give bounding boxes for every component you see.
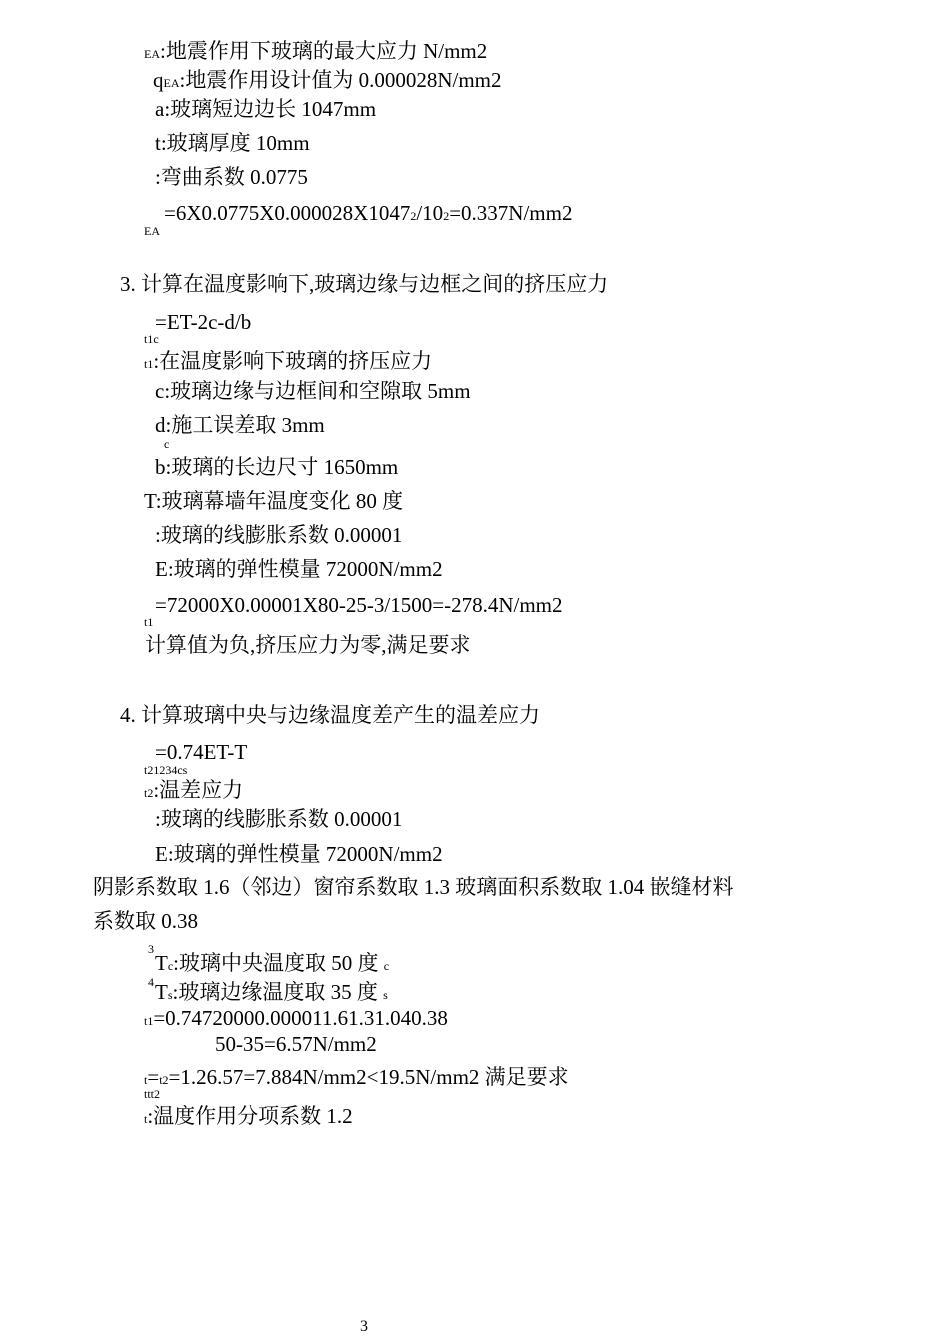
formula-subscript: ttt2 [144,1087,161,1101]
subscript: EA [144,47,160,61]
subscript: t [144,1073,148,1087]
subscript: t2 [159,1073,169,1087]
eq-line-gamma-t [144,1103,353,1132]
exponent: 2 [443,209,450,223]
formula-part: /10 [416,201,444,225]
section-4-heading: 4. 计算玻璃中央与边缘温度差产生的温差应力 [120,703,540,727]
conclusion-text: 计算值为负,挤压应力为零,满足要求 [145,633,471,657]
formula-superscript: 3 [148,942,154,956]
eq-line-a: a:玻璃短边边长 1047mm [155,97,377,121]
line-text: :地震作用下玻璃的最大应力 N/mm2 [160,39,488,63]
eq-line-t: t:玻璃厚度 10mm [155,131,310,155]
eq-line-eta: :弯曲系数 0.0775 [155,165,308,189]
coefficients-paragraph-cont: 系数取 0.38 [93,909,198,933]
eq-line-q-ea [153,67,502,96]
eq-line-e: E:玻璃的弹性模量 72000N/mm2 [155,557,443,581]
formula-part: =1.26.57=7.884N/mm2<19.5N/mm2 满足要求 [168,1065,569,1089]
eq-line-delta-t: T:玻璃幕墙年温度变化 80 度 [144,489,404,513]
formula-part: =0.337N/mm2 [449,201,573,225]
subscript: c [383,959,390,973]
formula-subscript: t1 [144,615,154,629]
subscript: t [144,1112,148,1126]
eq-formula-sigma-t2: =0.74ET-T [155,740,248,764]
eq-line-sigma-t2 [144,777,243,806]
line-text: :在温度影响下玻璃的挤压应力 [153,349,433,373]
eq-calc-sigma-t [144,1064,569,1093]
eq-calc-result: 50-35=6.57N/mm2 [215,1032,377,1056]
eq-line-ts [155,979,388,1008]
eq-formula-sigma-ea [164,200,572,229]
eq-line-b: b:玻璃的长边尺寸 1650mm [155,455,399,479]
subscript: EA [163,76,180,90]
subscript: t2 [144,786,154,800]
symbol: T [155,951,168,975]
formula-subscript: c [164,437,170,451]
formula-part: =6X0.0775X0.000028X1047 [164,201,411,225]
formula-part: = [147,1065,160,1089]
exponent: 2 [410,209,417,223]
eq-result-sigma-t1: =72000X0.00001X80-25-3/1500=-278.4N/mm2 [155,593,563,617]
formula-part: =0.74720000.000011.61.31.040.38 [153,1006,448,1030]
line-text: :地震作用设计值为 0.000028N/mm2 [179,68,502,92]
eq-calc-sigma-t1 [144,1005,448,1034]
eq-line-alpha: :玻璃的线膨胀系数 0.00001 [155,807,403,831]
subscript: s [383,988,388,1002]
line-text: :玻璃中央温度取 50 度 [173,951,379,975]
symbol: T [155,980,168,1004]
eq-line-tc [155,950,389,979]
eq-line-d: d:施工误差取 3mm [155,413,325,437]
page-number: 3 [360,1318,368,1335]
subscript: t1 [144,1014,154,1028]
symbol: q [153,68,164,92]
eq-line-c: c:玻璃边缘与边框间和空隙取 5mm [155,379,471,403]
eq-formula-sigma-t1: =ET-2c-d/b [155,310,252,334]
coefficients-paragraph: 阴影系数取 1.6（邻边）窗帘系数取 1.3 玻璃面积系数取 1.04 嵌缝材料 [93,875,734,899]
eq-line-sigma-t1 [144,348,432,377]
line-text: :玻璃边缘温度取 35 度 [172,980,378,1004]
eq-line-e: E:玻璃的弹性模量 72000N/mm2 [155,842,443,866]
subscript: c [167,959,174,973]
subscript: t1 [144,357,154,371]
formula-subscript: EA [144,224,160,238]
subscript: s [167,988,173,1002]
formula-subscript: t21234cs [144,763,188,777]
eq-line-sigma-ea [144,38,487,67]
formula-subscript: t1c [144,332,159,346]
formula-superscript: 4 [148,975,154,989]
line-text: :温度作用分项系数 1.2 [147,1104,353,1128]
line-text: :温差应力 [153,778,244,802]
eq-line-alpha: :玻璃的线膨胀系数 0.00001 [155,523,403,547]
section-3-heading: 3. 计算在温度影响下,玻璃边缘与边框之间的挤压应力 [120,272,609,296]
